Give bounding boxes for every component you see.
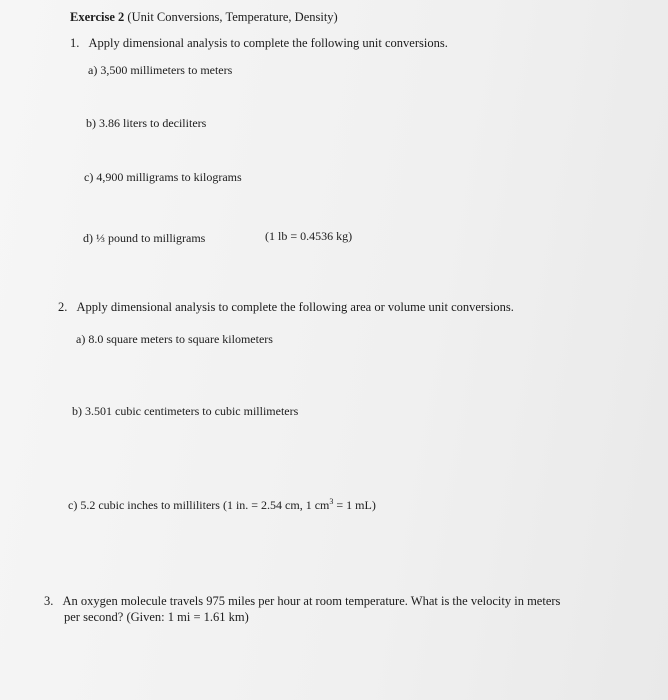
question-1a: a) 3,500 millimeters to meters: [88, 63, 233, 77]
question-1d: d) ⅓ pound to milligrams: [83, 231, 206, 245]
question-1b: b) 3.86 liters to deciliters: [86, 116, 207, 130]
question-2c-superscript: 3: [329, 497, 334, 506]
question-3-number: 3.: [44, 594, 54, 608]
exercise-title-rest: (Unit Conversions, Temperature, Density): [124, 10, 338, 24]
question-2c-text: c) 5.2 cubic inches to milliliters (1 in. = 2.54 cm, 1 cm: [68, 498, 330, 512]
question-1: [70, 36, 448, 51]
question-3-line1: An oxygen molecule travels 975 miles per hour at room temperature. What is the velocity in meters: [62, 594, 561, 608]
question-2a: a) 8.0 square meters to square kilometers: [76, 332, 273, 346]
question-1-number: 1.: [70, 36, 80, 50]
question-2-prompt: Apply dimensional analysis to complete the following area or volume unit conversions.: [76, 300, 514, 314]
question-2b: b) 3.501 cubic centimeters to cubic millimeters: [72, 404, 299, 418]
question-2c-end: = 1 mL): [333, 498, 376, 512]
question-3-line2: per second? (Given: 1 mi = 1.61 km): [64, 610, 249, 624]
question-2: [58, 300, 514, 315]
question-3: [44, 594, 560, 609]
exercise-title: [70, 10, 338, 25]
question-1d-given: (1 lb = 0.4536 kg): [265, 229, 353, 243]
question-1-prompt: Apply dimensional analysis to complete the following unit conversions.: [88, 36, 448, 50]
question-1c: c) 4,900 milligrams to kilograms: [84, 170, 242, 184]
question-2-number: 2.: [58, 300, 68, 314]
exercise-title-bold: Exercise 2: [70, 10, 125, 24]
question-2c: [68, 498, 376, 513]
